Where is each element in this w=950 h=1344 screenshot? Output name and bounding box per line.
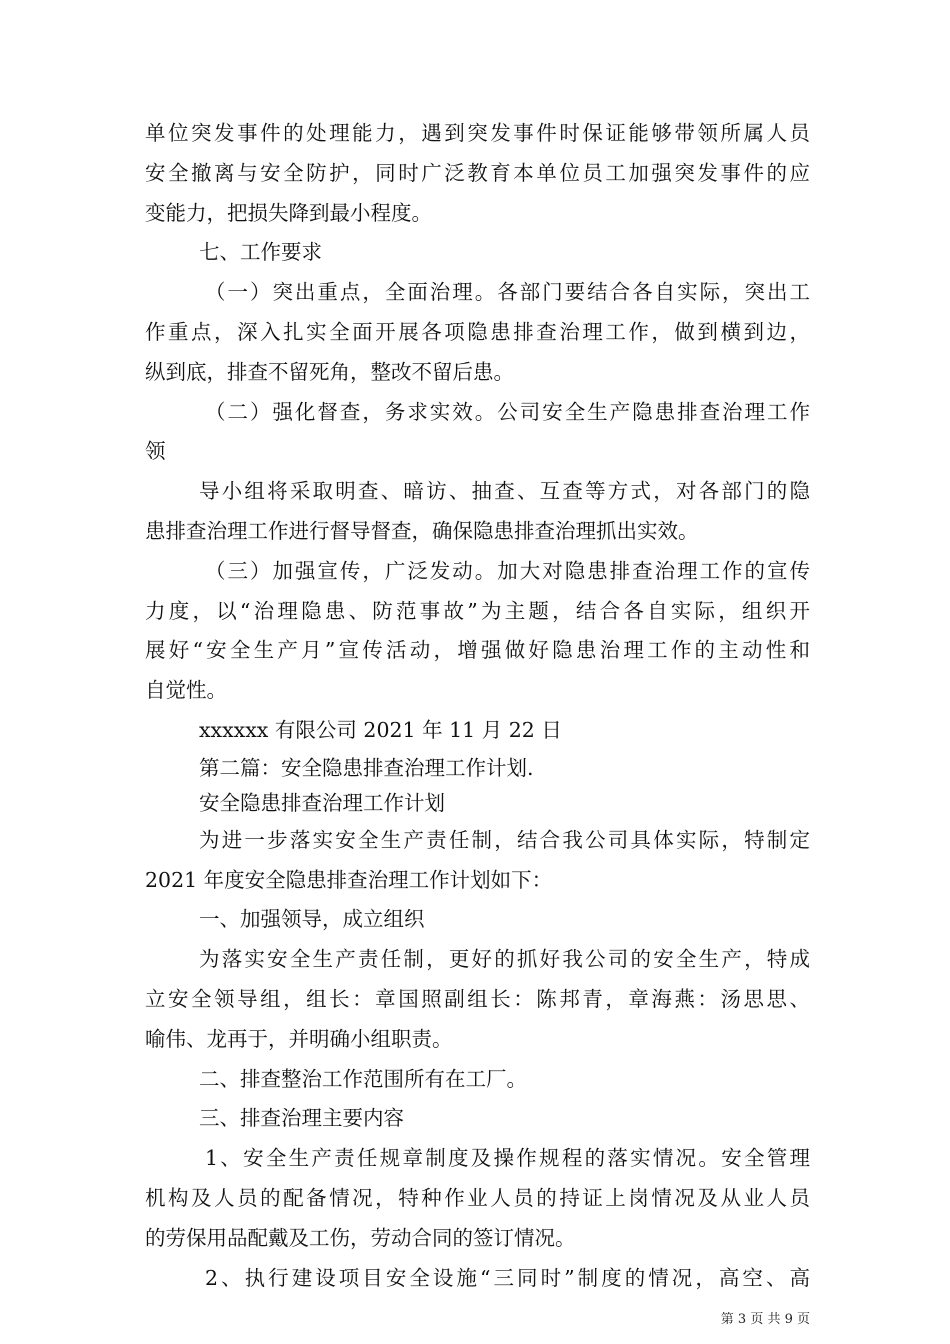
plan-title: 安全隐患排查治理工作计划 bbox=[199, 790, 445, 815]
text-line: 机构及人员的配备情况，特种作业人员的持证上岗情况及从业人员 bbox=[145, 1185, 810, 1210]
company-date-line: xxxxxx 有限公司 2021 年 11 月 22 日 bbox=[199, 717, 562, 742]
text-line: 导小组将采取明查、暗访、抽查、互查等方式，对各部门的隐 bbox=[199, 479, 810, 504]
text-line: 2021 年度安全隐患排查治理工作计划如下： bbox=[145, 867, 553, 892]
section-heading: 二、排查整治工作范围所有在工厂。 bbox=[199, 1066, 527, 1091]
text-line: （一）突出重点，全面治理。各部门要结合各自实际，突出工 bbox=[205, 280, 810, 305]
text-line: 作重点，深入扎实全面开展各项隐患排查治理工作，做到横到边， bbox=[145, 319, 810, 344]
section-heading: 七、工作要求 bbox=[199, 240, 322, 265]
text-line: （二）强化督查，务求实效。公司安全生产隐患排查治理工作 bbox=[205, 399, 810, 424]
text-line: 1、安全生产责任规章制度及操作规程的落实情况。安全管理 bbox=[205, 1146, 810, 1171]
text-line: 领 bbox=[145, 439, 166, 464]
text-line: 单位突发事件的处理能力，遇到突发事件时保证能够带领所属人员 bbox=[145, 121, 810, 145]
text-line: 为落实安全生产责任制，更好的抓好我公司的安全生产，特成 bbox=[199, 947, 810, 972]
text-line: 展好“安全生产月”宣传活动，增强做好隐患治理工作的主动性和 bbox=[145, 638, 810, 663]
text-line: 自觉性。 bbox=[145, 678, 227, 703]
text-line: 2、执行建设项目安全设施“三同时”制度的情况，高空、高 bbox=[205, 1265, 810, 1290]
document-body bbox=[145, 114, 810, 1298]
text-line: 喻伟、龙再于，并明确小组职责。 bbox=[145, 1026, 453, 1051]
text-line: 为进一步落实安全生产责任制，结合我公司具体实际，特制定 bbox=[199, 827, 810, 852]
text-line: 力度，以“治理隐患、防范事故”为主题，结合各自实际，组织开 bbox=[145, 598, 810, 623]
text-line: 立安全领导组，组长：章国照副组长：陈邦青，章海燕：汤思思、 bbox=[145, 986, 810, 1011]
text-line: 安全撤离与安全防护，同时广泛教育本单位员工加强突发事件的应 bbox=[145, 160, 810, 185]
page-number: 第 3 页 共 9 页 bbox=[720, 1312, 810, 1327]
section-heading: 三、排查治理主要内容 bbox=[199, 1106, 404, 1131]
section-heading: 一、加强领导，成立组织 bbox=[199, 907, 425, 932]
text-line: 纵到底，排查不留死角，整改不留后患。 bbox=[145, 359, 514, 384]
text-line: 患排查治理工作进行督导督查，确保隐患排查治理抓出实效。 bbox=[145, 518, 699, 543]
text-line: 变能力，把损失降到最小程度。 bbox=[145, 200, 432, 225]
text-line: 的劳保用品配戴及工伤，劳动合同的签订情况。 bbox=[145, 1225, 576, 1250]
text-line: （三）加强宣传，广泛发动。加大对隐患排查治理工作的宣传 bbox=[205, 558, 810, 583]
part-title: 第二篇：安全隐患排查治理工作计划. bbox=[199, 755, 534, 780]
